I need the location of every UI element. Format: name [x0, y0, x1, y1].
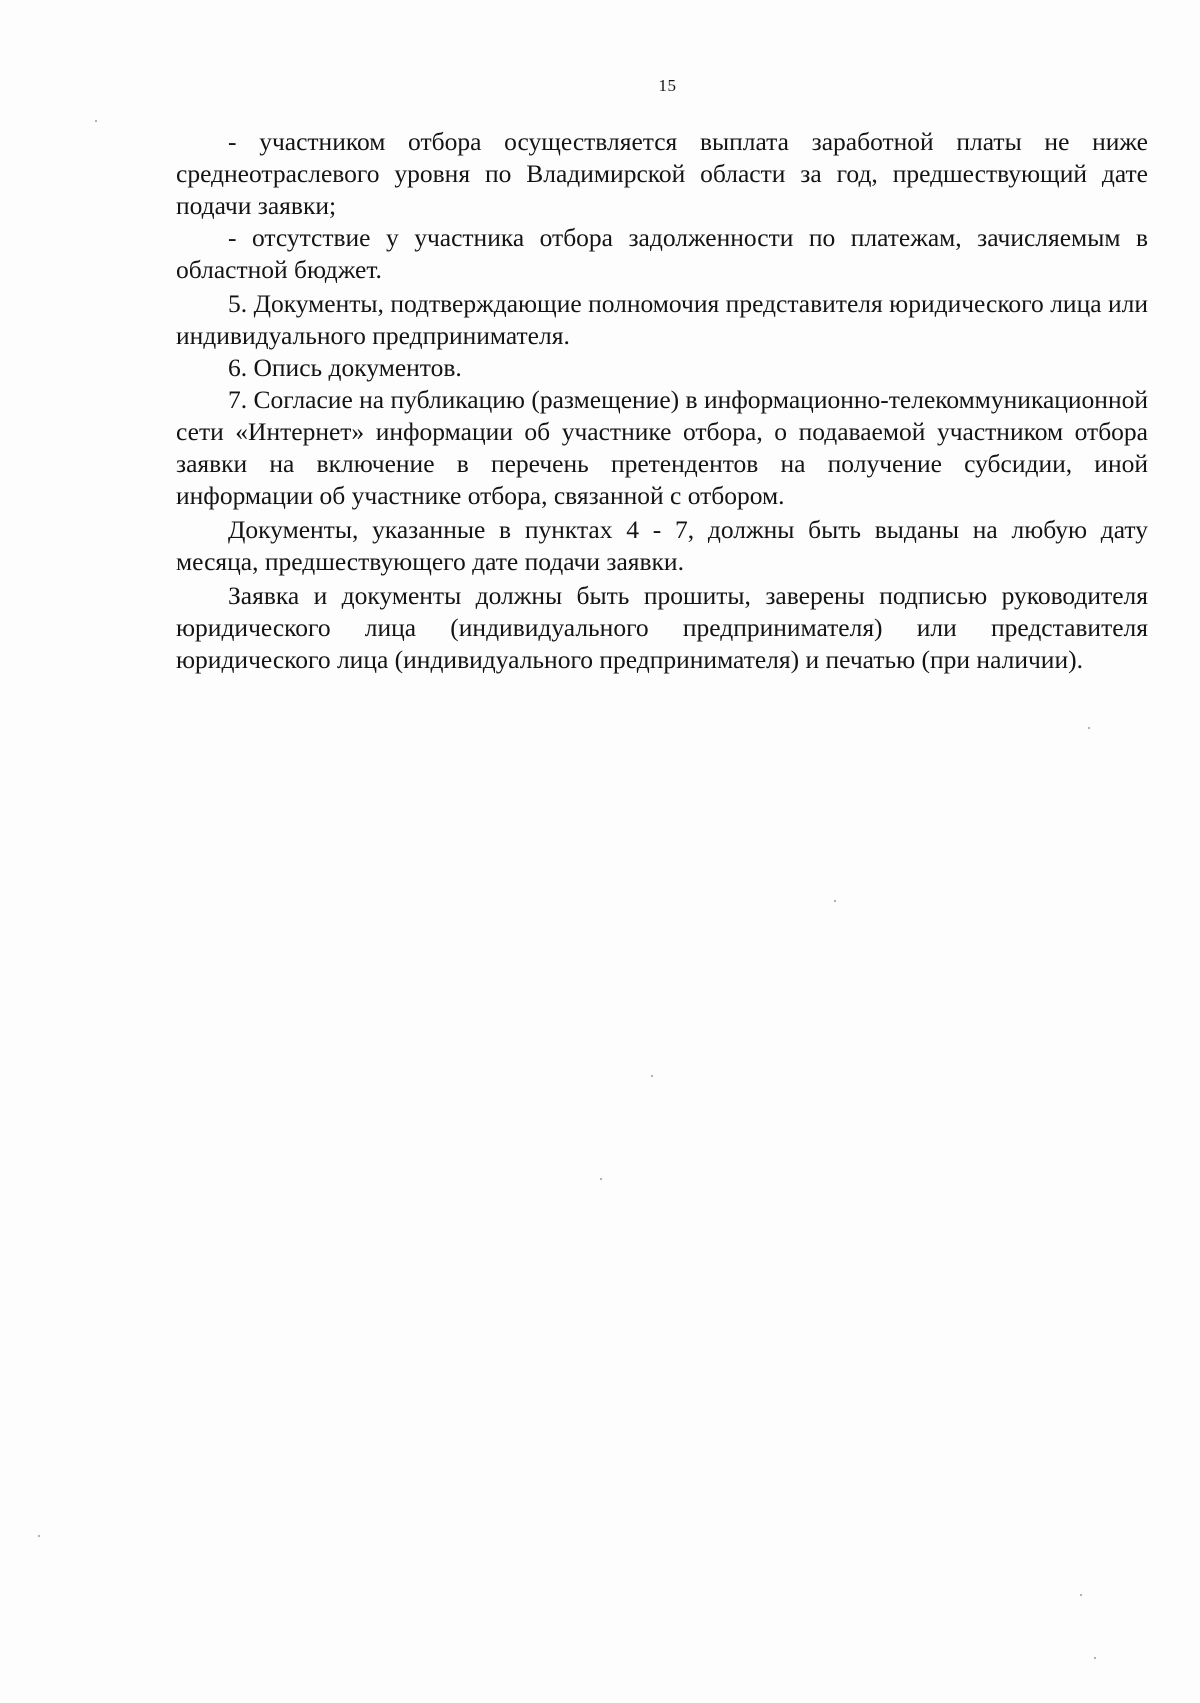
- paragraph-item-6: 6. Опись документов.: [228, 353, 462, 382]
- scan-speck: [651, 1075, 653, 1077]
- scan-speck: [1094, 1657, 1096, 1659]
- page-number: 15: [658, 76, 677, 95]
- paragraph-item-7: 7. Согласие на публикацию (размещение) в информационно-телекоммуникационной сети «Интернет» информации об участнике отбора, о подаваемой участником отбора заявки на включение в перечень претендентов на получение субсидии, иной информации об участнике отбора, связанной с отбором.: [176, 385, 1148, 510]
- scan-speck: [1088, 727, 1090, 729]
- paragraph-salary-condition: - участником отбора осуществляется выплата заработной платы не ниже среднеотраслевого уровня по Владимирской области за год, предшествующий дате подачи заявки;: [176, 127, 1148, 220]
- scan-speck: [600, 1178, 602, 1180]
- document-body: [176, 126, 1148, 676]
- scan-speck: [95, 120, 97, 122]
- paragraph-no-debt-condition: - отсутствие у участника отбора задолженности по платежам, зачисляемым в областной бюджет.: [176, 223, 1148, 284]
- paragraph-application-binding: Заявка и документы должны быть прошиты, заверены подписью руководителя юридического лица (индивидуального предпринимателя) или представителя юридического лица (индивидуального предпринимателя) и печатью (при наличии).: [176, 581, 1148, 674]
- scan-speck: [38, 1535, 40, 1537]
- scan-speck: [1080, 1594, 1082, 1596]
- paragraph-documents-date: Документы, указанные в пунктах 4 - 7, должны быть выданы на любую дату месяца, предшествующего дате подачи заявки.: [176, 515, 1148, 576]
- scan-speck: [834, 900, 836, 902]
- paragraph-item-5: 5. Документы, подтверждающие полномочия представителя юридического лица или индивидуального предпринимателя.: [176, 289, 1148, 350]
